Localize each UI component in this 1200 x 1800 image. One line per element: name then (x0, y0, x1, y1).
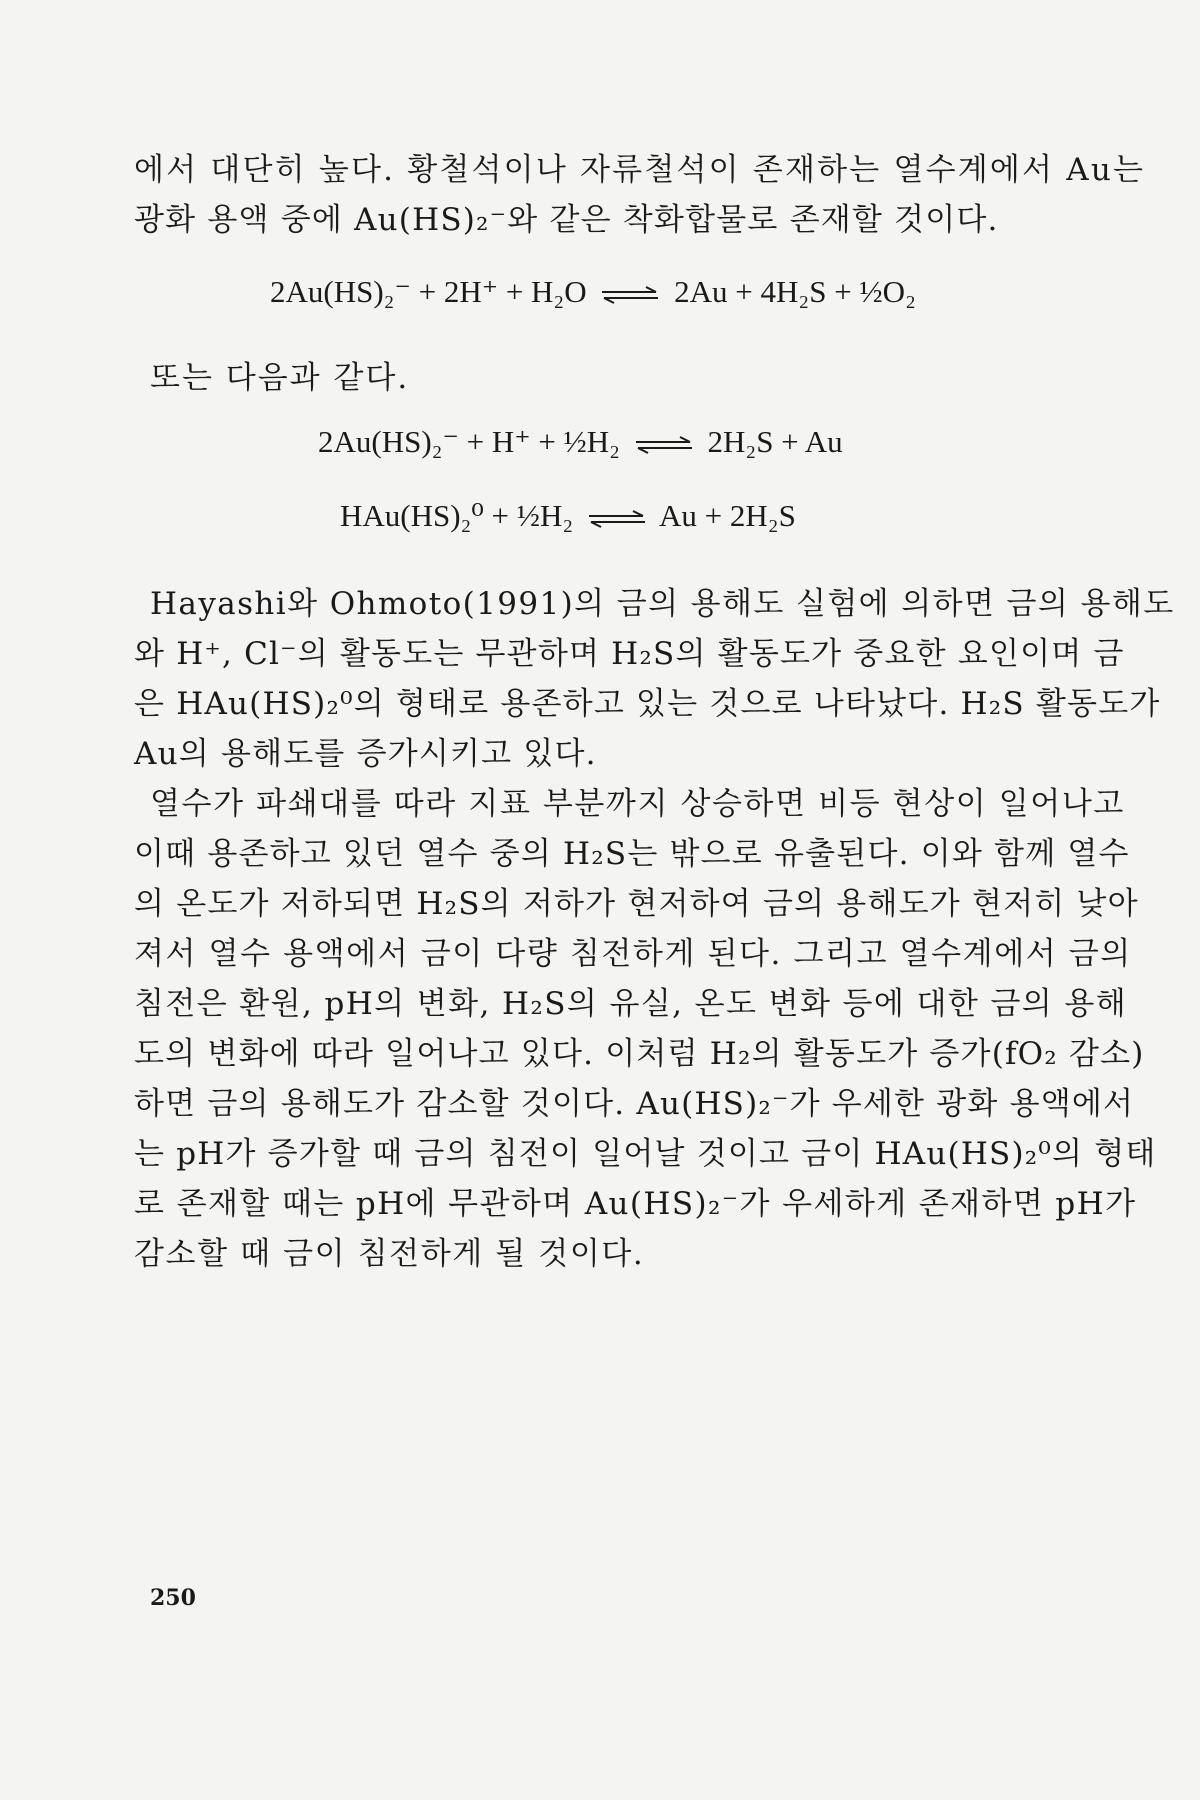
equation-1-right: 2Au + 4H₂S + ½O₂ (674, 274, 916, 309)
equation-3-right: Au + 2H₂S (659, 498, 796, 533)
text-line: 열수가 파쇄대를 따라 지표 부분까지 상승하면 비등 현상이 일어나고 (150, 786, 1125, 822)
text-line: Hayashi와 Ohmoto(1991)의 금의 용해도 실험에 의하면 금의 용해도 (150, 586, 1175, 622)
text-line: 는 pH가 증가할 때 금의 침전이 일어날 것이고 금이 HAu(HS)₂⁰의 형태 (134, 1136, 1157, 1172)
equation-3-left: HAu(HS)₂⁰ + ½H₂ (340, 498, 574, 533)
text-line: 이때 용존하고 있던 열수 중의 H₂S는 밖으로 유출된다. 이와 함께 열수 (134, 836, 1130, 872)
text-line: 광화 용액 중에 Au(HS)₂⁻와 같은 착화합물로 존재할 것이다. (134, 202, 999, 238)
equation-3 (340, 496, 796, 536)
equation-2-right: 2H₂S + Au (707, 424, 843, 459)
equilibrium-arrow-icon (587, 510, 647, 528)
equilibrium-arrow-icon (634, 436, 694, 454)
text-line: 로 존재할 때는 pH에 무관하며 Au(HS)₂⁻가 우세하게 존재하면 pH가 (134, 1186, 1137, 1222)
equation-2 (318, 422, 843, 462)
text-line: 져서 열수 용액에서 금이 다량 침전하게 된다. 그리고 열수계에서 금의 (134, 936, 1132, 972)
equation-1 (270, 272, 916, 312)
equilibrium-arrow-icon (600, 286, 660, 304)
page-number: 250 (150, 1585, 196, 1611)
text-line: 침전은 환원, pH의 변화, H₂S의 유실, 온도 변화 등에 대한 금의 용해 (134, 986, 1128, 1022)
text-line: 의 온도가 저하되면 H₂S의 저하가 현저하여 금의 용해도가 현저히 낮아 (134, 886, 1139, 922)
equation-1-left: 2Au(HS)₂⁻ + 2H⁺ + H₂O (270, 274, 587, 309)
text-line: 또는 다음과 같다. (150, 360, 410, 396)
text-line: Au의 용해도를 증가시키고 있다. (134, 736, 597, 772)
text-line: 은 HAu(HS)₂⁰의 형태로 용존하고 있는 것으로 나타났다. H₂S 활동도가 (134, 686, 1161, 722)
text-line: 와 H⁺, Cl⁻의 활동도는 무관하며 H₂S의 활동도가 중요한 요인이며 금 (134, 636, 1125, 672)
text-line: 하면 금의 용해도가 감소할 것이다. Au(HS)₂⁻가 우세한 광화 용액에서 (134, 1086, 1135, 1122)
text-line: 에서 대단히 높다. 황철석이나 자류철석이 존재하는 열수계에서 Au는 (134, 152, 1146, 188)
equation-2-left: 2Au(HS)₂⁻ + H⁺ + ½H₂ (318, 424, 620, 459)
text-line: 도의 변화에 따라 일어나고 있다. 이처럼 H₂의 활동도가 증가(fO₂ 감소) (134, 1036, 1145, 1072)
text-line: 감소할 때 금이 침전하게 될 것이다. (134, 1236, 645, 1272)
